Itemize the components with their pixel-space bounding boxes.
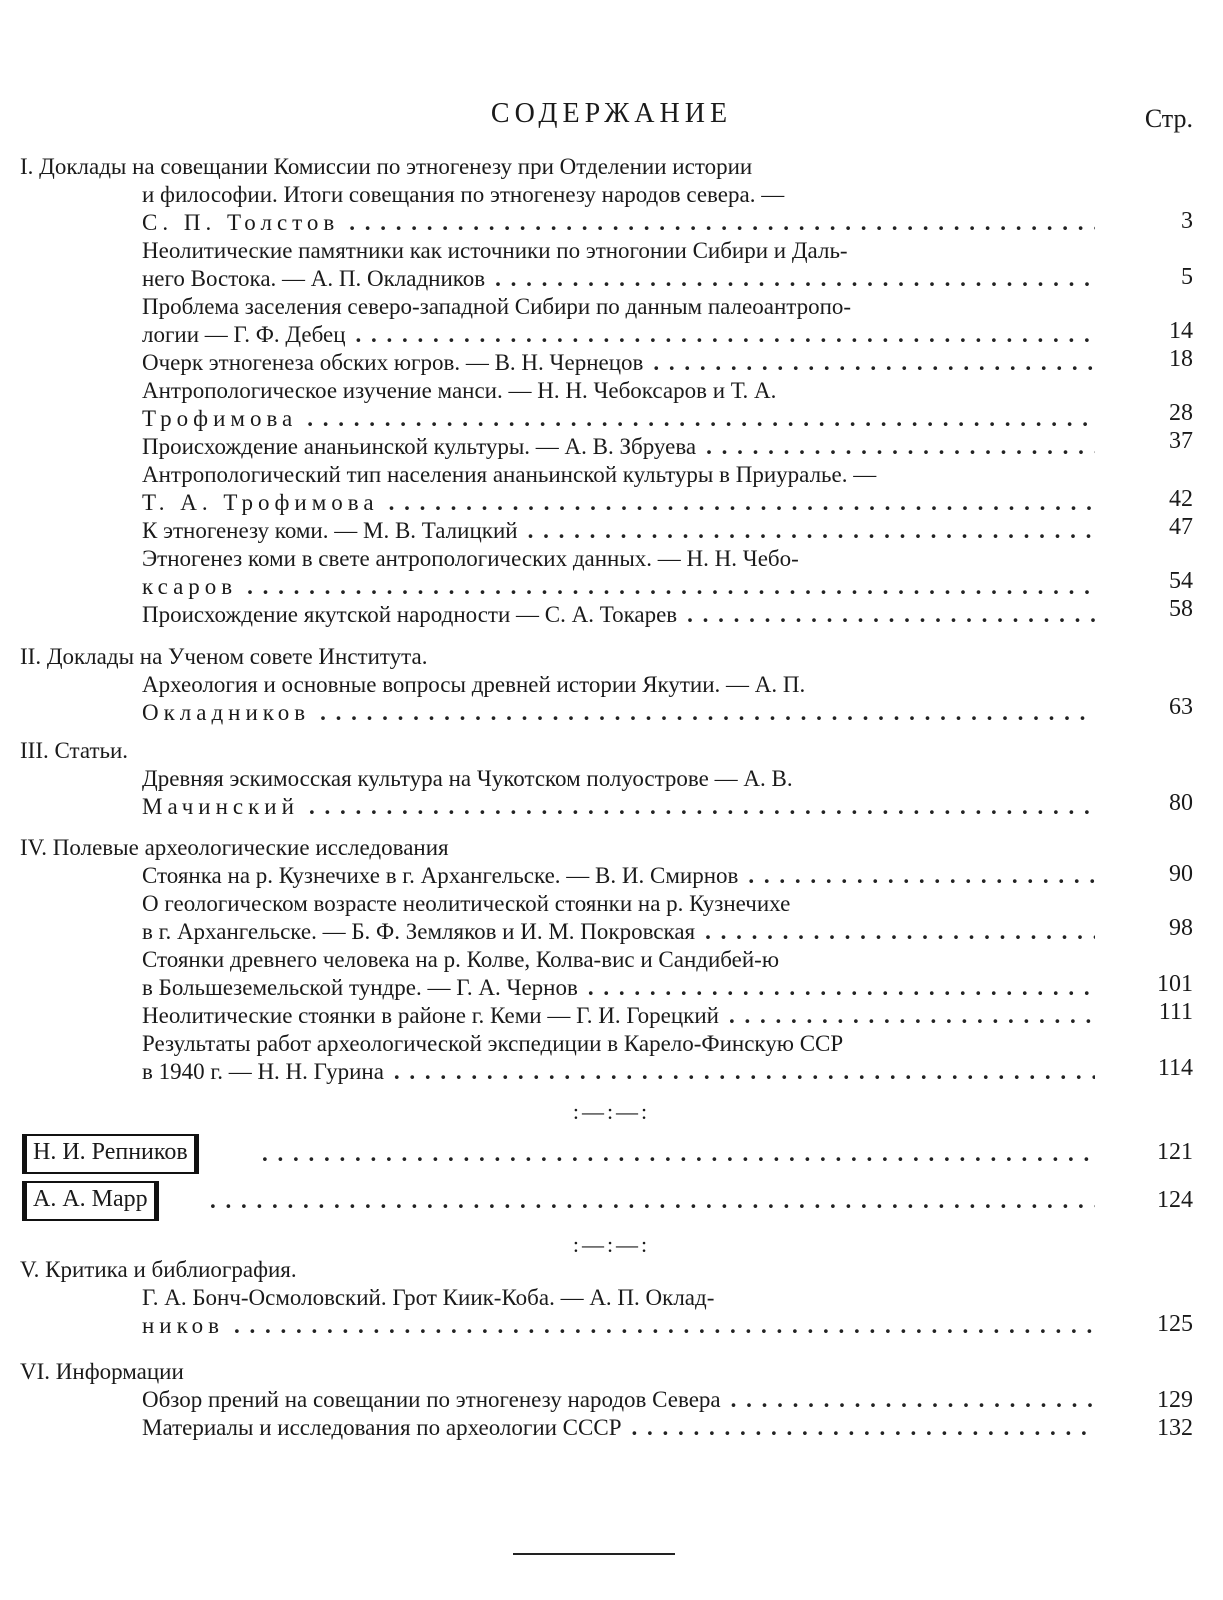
page-title: СОДЕРЖАНИЕ bbox=[490, 98, 733, 129]
toc-page-number: 5 bbox=[1181, 264, 1193, 290]
toc-entry-text: Проблема заселения северо-западной Сибири по данным палеоантропо- bbox=[142, 294, 852, 319]
obituary-box-2: А. А. Марр bbox=[22, 1181, 159, 1221]
toc-entry-text: Г. А. Бонч-Осмоловский. Грот Киик-Коба. — А. П. Оклад- bbox=[142, 1285, 715, 1310]
page-column-label: Стр. bbox=[1144, 104, 1193, 133]
toc-entry-tail: Обзор прений на совещании по этногенезу народов Севера bbox=[142, 1387, 721, 1412]
toc-page-number: 124 bbox=[1157, 1187, 1193, 1213]
dot-leader bbox=[748, 862, 1095, 890]
dot-leader bbox=[705, 918, 1095, 946]
dot-leader bbox=[495, 265, 1095, 293]
section-heading-4: IV. Полевые археологические исследования bbox=[20, 835, 449, 860]
toc-page-number: 28 bbox=[1169, 400, 1193, 426]
toc-entry-text bbox=[142, 918, 1095, 946]
toc-page-number: 63 bbox=[1169, 694, 1193, 720]
toc-entry-tail: в 1940 г. — Н. Н. Гурина bbox=[142, 1059, 384, 1084]
toc-entry-tail: Происхождение якутской народности — С. А. Токарев bbox=[142, 602, 678, 627]
dot-leader bbox=[687, 601, 1095, 629]
toc-page-number: 121 bbox=[1157, 1139, 1193, 1165]
toc-entry-text bbox=[142, 433, 1095, 461]
dot-leader bbox=[210, 1187, 1095, 1215]
toc-entry-text bbox=[142, 321, 1095, 349]
toc-entry-text bbox=[142, 349, 1095, 377]
dot-leader bbox=[247, 573, 1095, 601]
dot-leader bbox=[653, 349, 1095, 377]
dot-leader bbox=[632, 1414, 1096, 1442]
toc-entry-text bbox=[142, 1058, 1095, 1086]
toc-entry-text bbox=[142, 601, 1095, 629]
dot-leader bbox=[262, 1140, 1095, 1168]
toc-entry-author: С. П. Толстов bbox=[142, 210, 340, 235]
toc-page-number: 132 bbox=[1157, 1415, 1193, 1441]
toc-page-number: 98 bbox=[1169, 915, 1193, 941]
dot-leader bbox=[234, 1312, 1095, 1340]
dot-leader bbox=[320, 699, 1095, 727]
toc-entry-text: О геологическом возрасте неолитической стоянки на р. Кузнечихе bbox=[142, 891, 791, 916]
toc-entry-text bbox=[142, 699, 1095, 727]
obituary-box-1: Н. И. Репников bbox=[22, 1134, 199, 1174]
toc-entry-text bbox=[142, 1386, 1095, 1414]
section-heading-1: I. Доклады на совещании Комиссии по этногенезу при Отделении истории bbox=[20, 154, 753, 179]
toc-entry-tail: К этногенезу коми. — М. В. Талицкий bbox=[142, 518, 518, 543]
toc-entry-tail: Трофимова bbox=[142, 406, 298, 431]
section-heading-2: II. Доклады на Ученом совете Института. bbox=[20, 644, 428, 669]
toc-page-number: 111 bbox=[1158, 999, 1193, 1025]
toc-entry-text bbox=[142, 1312, 1095, 1340]
toc-entry-text: Археология и основные вопросы древней истории Якутии. — А. П. bbox=[142, 672, 806, 697]
toc-entry-tail: Т. А. Трофимова bbox=[142, 490, 379, 515]
toc-entry-text bbox=[142, 1002, 1095, 1030]
toc-entry-text bbox=[142, 793, 1095, 821]
toc-entry-text bbox=[142, 405, 1095, 433]
toc-entry-text bbox=[262, 1140, 1095, 1168]
toc-page-number: 129 bbox=[1157, 1387, 1193, 1413]
toc-entry-text bbox=[142, 974, 1095, 1002]
toc-page-number: 14 bbox=[1169, 318, 1193, 344]
dot-leader bbox=[307, 405, 1095, 433]
toc-entry-tail: в Большеземельской тундре. — Г. А. Чернов bbox=[142, 975, 578, 1000]
toc-page-number: 90 bbox=[1169, 861, 1193, 887]
toc-page-number: 47 bbox=[1169, 514, 1193, 540]
toc-entry-tail: Происхождение ананьинской культуры. — А. В. Збруева bbox=[142, 434, 697, 459]
bottom-rule bbox=[513, 1553, 675, 1555]
toc-page-number: 114 bbox=[1157, 1055, 1193, 1081]
dot-leader bbox=[389, 489, 1095, 517]
toc-entry-text bbox=[142, 209, 1095, 237]
toc-entry-text bbox=[142, 517, 1095, 545]
toc-entry-text bbox=[142, 265, 1095, 293]
separator: :—:—: bbox=[572, 1099, 651, 1124]
section-heading-5: V. Критика и библиография. bbox=[20, 1257, 297, 1282]
toc-page-number: 101 bbox=[1157, 971, 1193, 997]
toc-entry-tail: в г. Архангельске. — Б. Ф. Земляков и И. М. Покровская bbox=[142, 919, 696, 944]
toc-entry-tail: ксаров bbox=[142, 574, 238, 599]
dot-leader bbox=[706, 433, 1095, 461]
toc-page-number: 54 bbox=[1169, 568, 1193, 594]
toc-entry-tail: Мачинский bbox=[142, 794, 299, 819]
toc-page-number: 80 bbox=[1169, 790, 1193, 816]
toc-page-number: 37 bbox=[1169, 428, 1193, 454]
toc-entry-tail: него Востока. — А. П. Окладников bbox=[142, 266, 486, 291]
dot-leader bbox=[528, 517, 1095, 545]
dot-leader bbox=[588, 974, 1095, 1002]
toc-entry-text bbox=[142, 573, 1095, 601]
toc-entry-tail: Окладников bbox=[142, 700, 311, 725]
toc-entry-text: Неолитические памятники как источники по этногонии Сибири и Даль- bbox=[142, 238, 848, 263]
toc-entry-text bbox=[142, 489, 1095, 517]
toc-entry-text bbox=[210, 1187, 1095, 1215]
toc-entry-tail: логии — Г. Ф. Дебец bbox=[142, 322, 346, 347]
toc-page-number: 125 bbox=[1157, 1311, 1193, 1337]
toc-entry-text bbox=[142, 862, 1095, 890]
dot-leader bbox=[729, 1002, 1095, 1030]
toc-page-number: 18 bbox=[1169, 346, 1193, 372]
toc-entry-tail: Стоянка на р. Кузнечихе в г. Архангельске. — В. И. Смирнов bbox=[142, 863, 739, 888]
dot-leader bbox=[356, 321, 1096, 349]
section-heading-6: VI. Информации bbox=[20, 1359, 184, 1384]
separator: :—:—: bbox=[572, 1232, 651, 1257]
toc-page-number: 3 bbox=[1181, 208, 1193, 234]
dot-leader bbox=[309, 793, 1095, 821]
dot-leader bbox=[394, 1058, 1095, 1086]
toc-entry-text: Этногенез коми в свете антропологических данных. — Н. Н. Чебо- bbox=[142, 546, 799, 571]
toc-entry-tail: Очерк этногенеза обских югров. — В. Н. Чернецов bbox=[142, 350, 644, 375]
toc-entry-text: Антропологический тип населения ананьинской культуры в Приуралье. — bbox=[142, 462, 877, 487]
dot-leader bbox=[731, 1386, 1095, 1414]
toc-entry-text: Древняя эскимосская культура на Чукотском полуострове — А. В. bbox=[142, 766, 793, 791]
dot-leader bbox=[349, 209, 1095, 237]
toc-entry-text: Результаты работ археологической экспедиции в Карело-Финскую ССР bbox=[142, 1031, 844, 1056]
toc-entry-text bbox=[142, 1414, 1095, 1442]
section-heading-3: III. Статьи. bbox=[20, 738, 129, 763]
toc-page-number: 58 bbox=[1169, 596, 1193, 622]
toc-entry-text: Стоянки древнего человека на р. Колве, Колва-вис и Сандибей-ю bbox=[142, 947, 780, 972]
toc-entry-text: Антропологическое изучение манси. — Н. Н. Чебоксаров и Т. А. bbox=[142, 378, 777, 403]
toc-page-number: 42 bbox=[1169, 486, 1193, 512]
section-heading-1-line2: и философии. Итоги совещания по этногенезу народов севера. — bbox=[142, 182, 785, 207]
toc-entry-tail: Неолитические стоянки в районе г. Кеми — Г. И. Горецкий bbox=[142, 1003, 719, 1028]
toc-entry-tail: ников bbox=[142, 1313, 224, 1338]
toc-entry-tail: Материалы и исследования по археологии СССР bbox=[142, 1415, 622, 1440]
